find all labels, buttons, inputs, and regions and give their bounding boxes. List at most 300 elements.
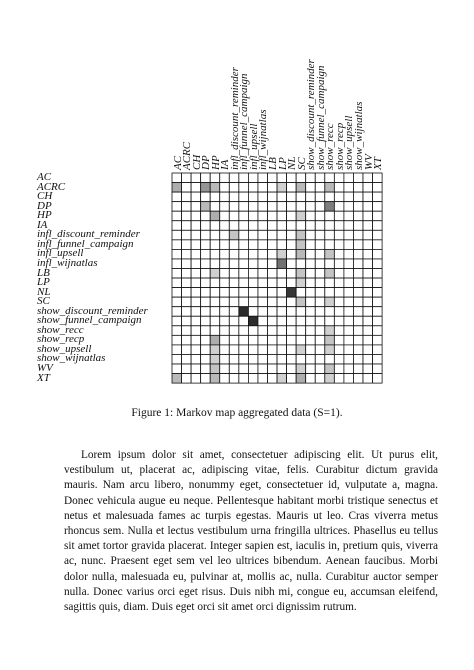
heatmap-cell — [172, 230, 182, 240]
heatmap-cell — [258, 249, 268, 259]
heatmap-cell — [287, 192, 297, 202]
heatmap-cell — [334, 202, 344, 212]
heatmap-cell — [334, 192, 344, 202]
heatmap-cell — [344, 211, 354, 221]
heatmap-cell — [325, 211, 335, 221]
heatmap-cell — [353, 240, 363, 250]
heatmap-cell — [220, 297, 230, 307]
column-label: infl_discount_reminder — [228, 67, 241, 170]
heatmap-cell — [344, 183, 354, 193]
heatmap-cell — [268, 297, 278, 307]
heatmap-cell — [353, 221, 363, 231]
heatmap-cell — [277, 221, 287, 231]
heatmap-cell — [191, 297, 201, 307]
heatmap-cell — [248, 374, 258, 384]
heatmap-cell — [229, 326, 239, 336]
heatmap-cell — [363, 230, 373, 240]
heatmap-cell — [373, 307, 383, 317]
heatmap-cell — [248, 240, 258, 250]
heatmap-cell — [363, 183, 373, 193]
heatmap-cell — [363, 249, 373, 259]
heatmap-cell — [344, 249, 354, 259]
heatmap-cell — [191, 345, 201, 355]
heatmap-cell — [210, 326, 220, 336]
heatmap-cell — [344, 278, 354, 288]
heatmap-cell — [344, 259, 354, 269]
heatmap-cell — [258, 364, 268, 374]
heatmap-cell — [268, 173, 278, 183]
column-label: show_wijnatlas — [352, 101, 365, 170]
row-label: show_funnel_campaign — [37, 314, 142, 327]
row-label: show_recp — [37, 333, 85, 346]
heatmap-cell — [296, 335, 306, 345]
heatmap-cell — [287, 345, 297, 355]
heatmap-cell — [334, 183, 344, 193]
heatmap-cell — [239, 259, 249, 269]
heatmap-cell — [182, 278, 192, 288]
heatmap-cell — [248, 183, 258, 193]
heatmap-cell — [201, 259, 211, 269]
heatmap-cell — [210, 183, 220, 193]
heatmap-cell — [182, 374, 192, 384]
heatmap-cell — [182, 345, 192, 355]
heatmap-cell — [363, 269, 373, 279]
heatmap-cell — [172, 259, 182, 269]
heatmap-cell — [296, 259, 306, 269]
heatmap-cell — [306, 211, 316, 221]
row-label: infl_discount_reminder — [37, 228, 140, 241]
heatmap-cell — [172, 374, 182, 384]
heatmap-cell — [220, 316, 230, 326]
heatmap-cell — [239, 240, 249, 250]
heatmap-cell — [325, 278, 335, 288]
heatmap-cell — [315, 183, 325, 193]
heatmap-cell — [306, 374, 316, 384]
heatmap-cell — [296, 221, 306, 231]
heatmap-cell — [325, 297, 335, 307]
row-label: NL — [37, 285, 51, 298]
heatmap-cell — [353, 230, 363, 240]
heatmap-cell — [210, 374, 220, 384]
heatmap-cell — [182, 202, 192, 212]
heatmap-cell — [373, 240, 383, 250]
heatmap-cell — [172, 192, 182, 202]
heatmap-cell — [363, 374, 373, 384]
heatmap-cell — [268, 326, 278, 336]
heatmap-cell — [229, 354, 239, 364]
heatmap-cell — [373, 316, 383, 326]
heatmap-cell — [220, 259, 230, 269]
heatmap-cell — [277, 354, 287, 364]
heatmap-cell — [210, 259, 220, 269]
heatmap-cell — [334, 240, 344, 250]
heatmap-cell — [334, 326, 344, 336]
heatmap-cell — [201, 374, 211, 384]
heatmap-cell — [296, 240, 306, 250]
heatmap-cell — [296, 211, 306, 221]
heatmap-cell — [191, 259, 201, 269]
heatmap-cell — [201, 269, 211, 279]
heatmap-cell — [344, 192, 354, 202]
row-label: SC — [37, 295, 50, 308]
heatmap-cell — [334, 269, 344, 279]
heatmap-cell — [277, 211, 287, 221]
heatmap-cell — [287, 316, 297, 326]
heatmap-cell — [296, 297, 306, 307]
heatmap-cell — [344, 202, 354, 212]
heatmap-cell — [306, 297, 316, 307]
heatmap-cell — [325, 230, 335, 240]
heatmap-cell — [201, 307, 211, 317]
heatmap-cell — [287, 221, 297, 231]
heatmap-cell — [220, 345, 230, 355]
heatmap-cell — [296, 230, 306, 240]
heatmap-cell — [315, 374, 325, 384]
heatmap-cell — [353, 192, 363, 202]
heatmap-cell — [268, 192, 278, 202]
heatmap-cell — [239, 326, 249, 336]
heatmap-cell — [239, 345, 249, 355]
heatmap-cell — [258, 259, 268, 269]
heatmap-cell — [172, 173, 182, 183]
heatmap-cell — [306, 345, 316, 355]
heatmap-cell — [172, 288, 182, 298]
heatmap-cell — [229, 202, 239, 212]
heatmap-cell — [229, 230, 239, 240]
heatmap-cell — [229, 345, 239, 355]
heatmap-cell — [373, 183, 383, 193]
heatmap-cell — [315, 202, 325, 212]
heatmap-cell — [210, 278, 220, 288]
heatmap-cell — [229, 221, 239, 231]
heatmap-cell — [363, 316, 373, 326]
column-label: show_funnel_campaign — [314, 65, 327, 170]
heatmap-cell — [182, 230, 192, 240]
heatmap-cell — [239, 183, 249, 193]
heatmap-cell — [220, 288, 230, 298]
heatmap-cell — [353, 354, 363, 364]
heatmap-cell — [210, 316, 220, 326]
heatmap-cell — [363, 297, 373, 307]
heatmap-cell — [182, 173, 192, 183]
heatmap-cell — [172, 307, 182, 317]
heatmap-cell — [220, 221, 230, 231]
heatmap-cell — [268, 240, 278, 250]
heatmap-cell — [201, 240, 211, 250]
heatmap-cell — [258, 288, 268, 298]
heatmap-cell — [334, 249, 344, 259]
heatmap-cell — [201, 364, 211, 374]
heatmap-cell — [325, 288, 335, 298]
heatmap-cell — [182, 192, 192, 202]
heatmap-cell — [248, 202, 258, 212]
heatmap-cell — [172, 297, 182, 307]
heatmap-cell — [334, 335, 344, 345]
heatmap-cell — [229, 211, 239, 221]
heatmap-cell — [325, 364, 335, 374]
heatmap-cell — [325, 259, 335, 269]
heatmap-cell — [258, 183, 268, 193]
heatmap-cell — [248, 326, 258, 336]
column-label: IA — [219, 159, 232, 170]
heatmap-cell — [277, 202, 287, 212]
heatmap-cell — [287, 288, 297, 298]
heatmap-cell — [277, 345, 287, 355]
row-label: LB — [37, 266, 50, 279]
heatmap-cell — [287, 326, 297, 336]
heatmap-cell — [277, 364, 287, 374]
heatmap-cell — [172, 249, 182, 259]
heatmap-cell — [248, 335, 258, 345]
heatmap-cell — [353, 278, 363, 288]
heatmap-cell — [334, 288, 344, 298]
heatmap-cell — [268, 335, 278, 345]
heatmap-cell — [287, 374, 297, 384]
heatmap-cell — [315, 259, 325, 269]
row-label: show_wijnatlas — [37, 352, 106, 365]
heatmap-cell — [239, 249, 249, 259]
heatmap-cell — [334, 307, 344, 317]
heatmap-cell — [373, 326, 383, 336]
heatmap-cell — [239, 221, 249, 231]
heatmap-cell — [325, 183, 335, 193]
row-label: AC — [37, 171, 52, 183]
heatmap-cell — [315, 297, 325, 307]
heatmap-cell — [287, 173, 297, 183]
heatmap-cell — [220, 202, 230, 212]
heatmap-cell — [220, 173, 230, 183]
row-label: infl_wijnatlas — [37, 256, 98, 269]
heatmap-cell — [325, 202, 335, 212]
heatmap-cell — [248, 173, 258, 183]
heatmap-cell — [334, 364, 344, 374]
heatmap-cell — [210, 211, 220, 221]
heatmap-cell — [201, 211, 211, 221]
heatmap-cell — [296, 364, 306, 374]
heatmap-cell — [363, 173, 373, 183]
column-label: infl_wijnatlas — [257, 109, 270, 170]
column-label: infl_funnel_campaign — [238, 73, 251, 170]
heatmap-cell — [201, 249, 211, 259]
heatmap-cell — [373, 345, 383, 355]
heatmap-cell — [220, 364, 230, 374]
heatmap-cell — [258, 173, 268, 183]
heatmap-cell — [363, 288, 373, 298]
heatmap-cell — [344, 326, 354, 336]
heatmap-cell — [315, 192, 325, 202]
heatmap-cell — [201, 354, 211, 364]
heatmap-cell — [182, 326, 192, 336]
heatmap-cell — [334, 211, 344, 221]
heatmap-cell — [258, 326, 268, 336]
heatmap-cell — [182, 269, 192, 279]
heatmap-cell — [306, 288, 316, 298]
heatmap-cell — [191, 230, 201, 240]
heatmap-cell — [334, 354, 344, 364]
heatmap-cell — [296, 307, 306, 317]
heatmap-cell — [210, 249, 220, 259]
column-label: DP — [200, 155, 213, 170]
column-label: AC — [171, 155, 184, 170]
heatmap-cell — [277, 183, 287, 193]
heatmap-cell — [277, 269, 287, 279]
heatmap-cell — [277, 230, 287, 240]
heatmap-cell — [277, 297, 287, 307]
heatmap-cell — [296, 345, 306, 355]
heatmap-cell — [287, 230, 297, 240]
heatmap-cell — [287, 259, 297, 269]
heatmap-cell — [325, 354, 335, 364]
heatmap-cell — [201, 345, 211, 355]
heatmap-cell — [268, 345, 278, 355]
heatmap-cell — [268, 230, 278, 240]
heatmap-cell — [287, 211, 297, 221]
heatmap-cell — [201, 297, 211, 307]
row-label: LP — [37, 276, 50, 289]
heatmap-cell — [220, 269, 230, 279]
heatmap-cell — [353, 345, 363, 355]
heatmap-cell — [258, 221, 268, 231]
heatmap-cell — [315, 230, 325, 240]
row-label: infl_funnel_campaign — [37, 237, 134, 250]
heatmap-cell — [287, 278, 297, 288]
heatmap-cell — [334, 374, 344, 384]
heatmap-cell — [268, 278, 278, 288]
heatmap-cell — [344, 307, 354, 317]
heatmap-cell — [268, 221, 278, 231]
heatmap-cell — [353, 183, 363, 193]
heatmap-cell — [277, 259, 287, 269]
heatmap-cell — [315, 173, 325, 183]
heatmap-cell — [306, 173, 316, 183]
heatmap-cell — [258, 192, 268, 202]
heatmap-cell — [353, 297, 363, 307]
heatmap-cell — [248, 211, 258, 221]
heatmap-cell — [373, 364, 383, 374]
heatmap-cell — [306, 307, 316, 317]
heatmap-cell — [334, 259, 344, 269]
heatmap-cell — [306, 202, 316, 212]
heatmap-cell — [325, 316, 335, 326]
heatmap-cell — [182, 307, 192, 317]
heatmap-cell — [229, 278, 239, 288]
heatmap-cell — [210, 288, 220, 298]
heatmap-cell — [220, 335, 230, 345]
heatmap-cell — [210, 192, 220, 202]
heatmap-cell — [296, 354, 306, 364]
heatmap-cell — [373, 221, 383, 231]
heatmap-cell — [172, 335, 182, 345]
heatmap-cell — [191, 202, 201, 212]
heatmap-cell — [306, 354, 316, 364]
heatmap-cell — [258, 202, 268, 212]
heatmap-cell — [296, 173, 306, 183]
heatmap-cell — [220, 307, 230, 317]
heatmap-cell — [363, 354, 373, 364]
heatmap-cell — [258, 374, 268, 384]
column-label: ACRC — [181, 141, 194, 170]
heatmap-cell — [229, 307, 239, 317]
row-label: infl_upsell — [37, 247, 84, 260]
heatmap-cell — [182, 259, 192, 269]
heatmap-cell — [268, 211, 278, 221]
heatmap-cell — [287, 364, 297, 374]
heatmap-cell — [258, 335, 268, 345]
heatmap-cell — [363, 307, 373, 317]
column-label: LB — [267, 157, 279, 170]
heatmap-cell — [353, 288, 363, 298]
heatmap-cell — [334, 345, 344, 355]
heatmap-cell — [353, 335, 363, 345]
heatmap-cell — [296, 249, 306, 259]
heatmap-cell — [334, 316, 344, 326]
column-label: LP — [276, 157, 289, 170]
heatmap-cell — [344, 269, 354, 279]
heatmap-cell — [373, 249, 383, 259]
heatmap-cell — [334, 221, 344, 231]
heatmap-cell — [287, 249, 297, 259]
heatmap-cell — [220, 192, 230, 202]
heatmap-cell — [210, 307, 220, 317]
heatmap-cell — [239, 307, 249, 317]
heatmap-cell — [248, 230, 258, 240]
heatmap-cell — [182, 211, 192, 221]
column-label: show_recp — [333, 122, 346, 170]
heatmap-cell — [220, 354, 230, 364]
heatmap-cell — [239, 374, 249, 384]
heatmap-cell — [239, 364, 249, 374]
heatmap-cell — [201, 192, 211, 202]
heatmap-cell — [191, 307, 201, 317]
heatmap-cell — [306, 230, 316, 240]
heatmap-cell — [248, 269, 258, 279]
heatmap-cell — [201, 335, 211, 345]
heatmap-cell — [268, 288, 278, 298]
heatmap-cell — [182, 221, 192, 231]
heatmap-cell — [191, 326, 201, 336]
row-label: WV — [37, 362, 53, 374]
heatmap-cell — [296, 192, 306, 202]
heatmap-cell — [220, 240, 230, 250]
heatmap-cell — [182, 249, 192, 259]
heatmap-cell — [315, 307, 325, 317]
heatmap-cell — [296, 183, 306, 193]
heatmap-cell — [325, 374, 335, 384]
heatmap-cell — [239, 297, 249, 307]
heatmap-cell — [201, 221, 211, 231]
heatmap-cell — [248, 192, 258, 202]
heatmap-cell — [248, 316, 258, 326]
heatmap-cell — [296, 269, 306, 279]
heatmap-cell — [229, 173, 239, 183]
column-label: show_discount_reminder — [305, 59, 318, 170]
heatmap-cell — [287, 240, 297, 250]
heatmap-cell — [201, 202, 211, 212]
heatmap-cell — [248, 221, 258, 231]
row-label: show_discount_reminder — [37, 304, 148, 317]
heatmap-cell — [191, 354, 201, 364]
heatmap-cell — [201, 288, 211, 298]
heatmap-cell — [172, 202, 182, 212]
heatmap-cell — [268, 249, 278, 259]
heatmap-cell — [191, 192, 201, 202]
heatmap-cell — [306, 259, 316, 269]
heatmap-cell — [353, 326, 363, 336]
heatmap-cell — [296, 316, 306, 326]
heatmap-cell — [229, 259, 239, 269]
heatmap-cell — [306, 192, 316, 202]
heatmap-cell — [373, 278, 383, 288]
